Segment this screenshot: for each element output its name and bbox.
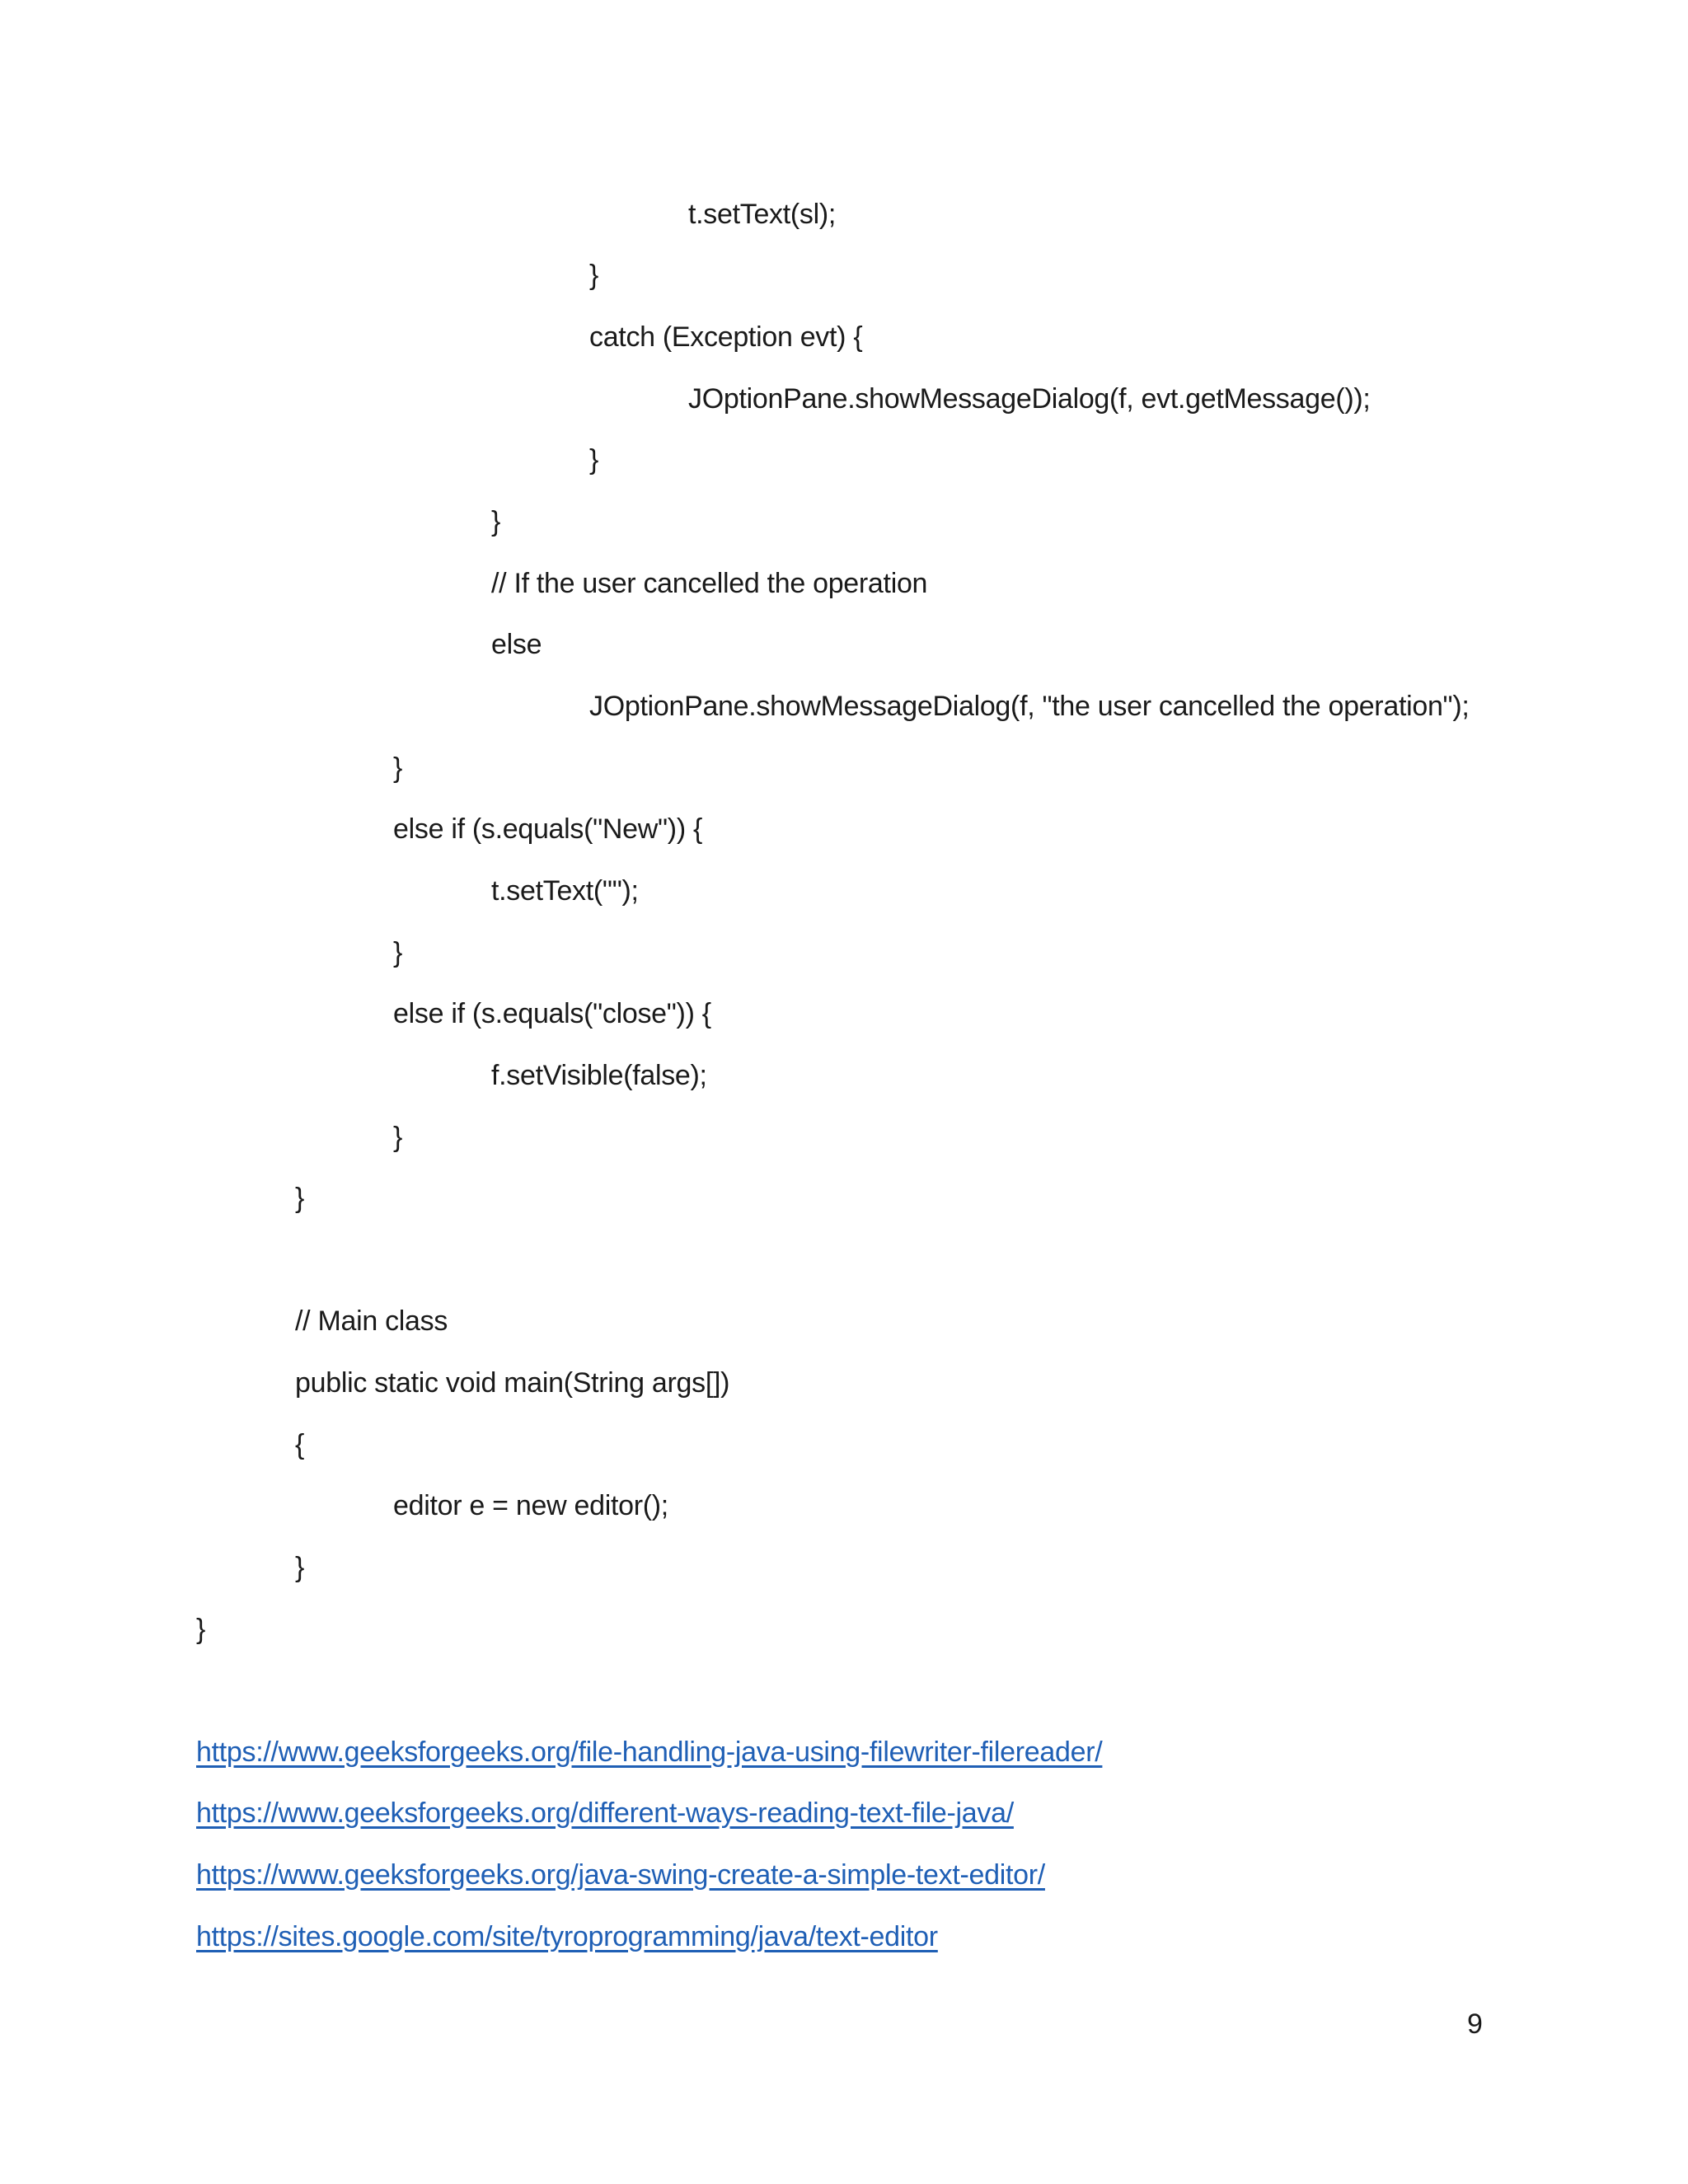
code-line: } bbox=[589, 444, 599, 476]
code-line: t.setText(""); bbox=[491, 875, 639, 907]
code-line: } bbox=[491, 506, 501, 537]
code-line: } bbox=[196, 1614, 206, 1645]
code-line: } bbox=[393, 1122, 403, 1153]
reference-link[interactable]: https://sites.google.com/site/tyroprogramming/java/text-editor bbox=[196, 1921, 938, 1952]
code-line: editor e = new editor(); bbox=[393, 1490, 668, 1521]
code-comment: // If the user cancelled the operation bbox=[491, 568, 928, 599]
code-line: else bbox=[491, 629, 542, 660]
code-line: JOptionPane.showMessageDialog(f, evt.getMessage()); bbox=[688, 383, 1371, 415]
code-line: } bbox=[295, 1552, 305, 1583]
code-line: public static void main(String args[]) bbox=[295, 1367, 730, 1399]
code-line: } bbox=[589, 260, 599, 291]
code-comment: // Main class bbox=[295, 1305, 448, 1337]
code-line: { bbox=[295, 1429, 305, 1460]
code-line: } bbox=[295, 1183, 305, 1214]
reference-link[interactable]: https://www.geeksforgeeks.org/java-swing-create-a-simple-text-editor/ bbox=[196, 1859, 1045, 1891]
code-line: else if (s.equals("close")) { bbox=[393, 998, 711, 1029]
page-number: 9 bbox=[1467, 2008, 1483, 2040]
code-line: f.setVisible(false); bbox=[491, 1060, 707, 1091]
reference-link[interactable]: https://www.geeksforgeeks.org/file-handling-java-using-filewriter-filereader/ bbox=[196, 1736, 1103, 1768]
reference-link[interactable]: https://www.geeksforgeeks.org/different-ways-reading-text-file-java/ bbox=[196, 1797, 1014, 1829]
code-line: catch (Exception evt) { bbox=[589, 321, 863, 353]
code-line: JOptionPane.showMessageDialog(f, "the user cancelled the operation"); bbox=[589, 691, 1470, 722]
code-line: } bbox=[393, 937, 403, 968]
code-line: else if (s.equals("New")) { bbox=[393, 813, 703, 845]
code-line: } bbox=[393, 752, 403, 784]
code-line: t.setText(sl); bbox=[688, 199, 837, 230]
